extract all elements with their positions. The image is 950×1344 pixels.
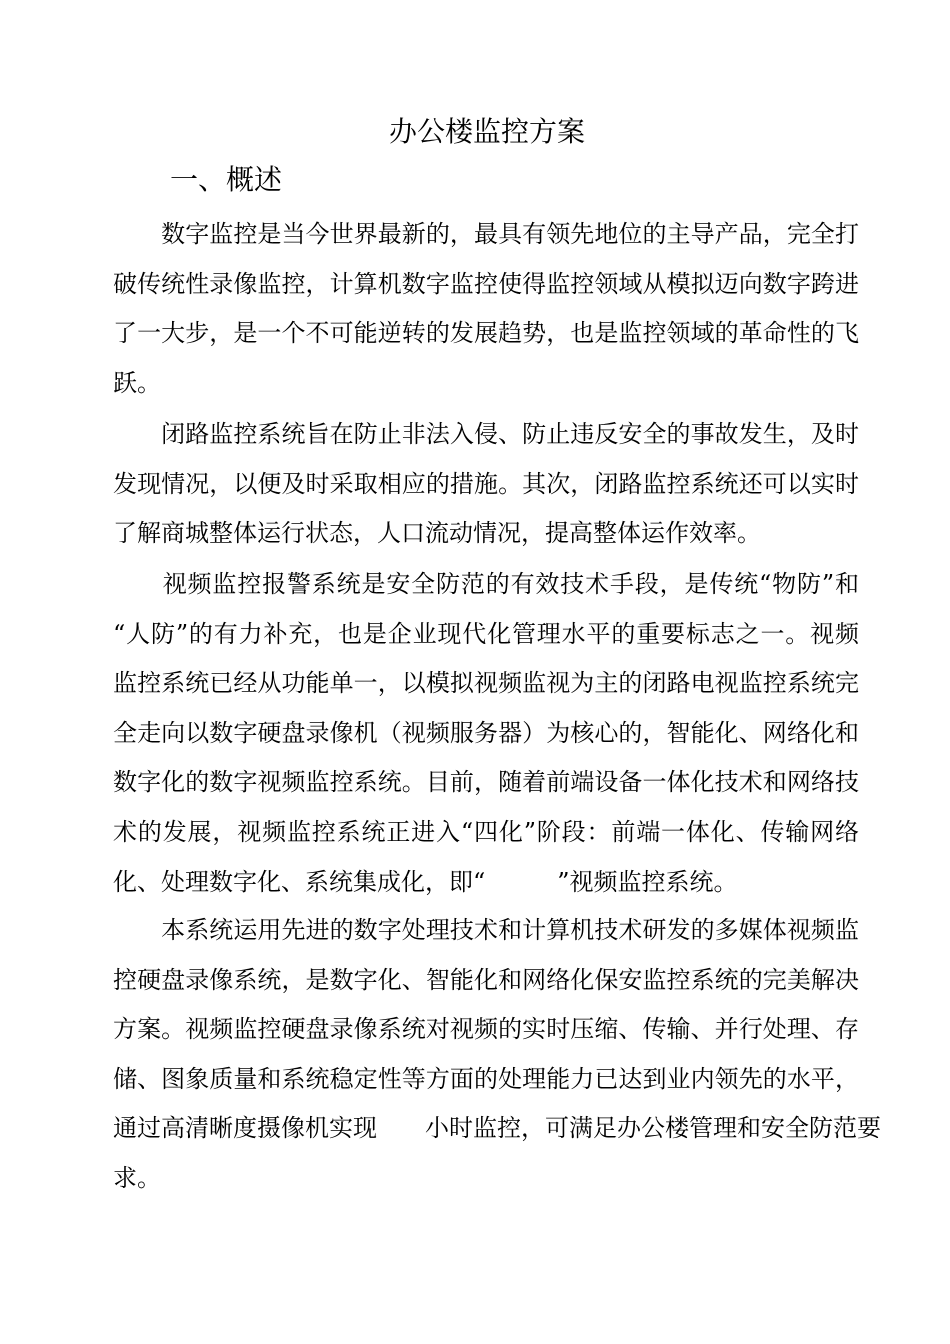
paragraph-line: 发现情况，以便及时采取相应的措施。其次，闭路监控系统还可以实时	[113, 469, 859, 498]
paragraph-line: 储、图象质量和系统稳定性等方面的处理能力已达到业内领先的水平，	[113, 1064, 859, 1093]
paragraph-line: 化、处理数字化、系统集成化，即“ ”视频监控系统。	[113, 867, 738, 896]
paragraph-line: 视频监控报警系统是安全防范的有效技术手段，是传统“物防”和	[113, 570, 859, 598]
paragraph-line: 通过高清晰度摄像机实现 小时监控，可满足办公楼管理和安全防范要	[113, 1114, 881, 1143]
paragraph-line: 方案。视频监控硬盘录像系统对视频的实时压缩、传输、并行处理、存	[113, 1015, 859, 1044]
paragraph-line: 求。	[113, 1164, 161, 1192]
paragraph-line: 跃。	[113, 368, 161, 397]
paragraph-line: 数字化的数字视频监控系统。目前，随着前端设备一体化技术和网络技	[113, 768, 859, 797]
paragraph-line: 闭路监控系统旨在防止非法入侵、防止违反安全的事故发生，及时	[113, 420, 859, 448]
paragraph-line: 监控系统已经从功能单一，以模拟视频监视为主的闭路电视监控系统完	[113, 669, 859, 698]
paragraph-line: “人防”的有力补充，也是企业现代化管理水平的重要标志之一。视频	[113, 619, 859, 648]
paragraph-line: 全走向以数字硬盘录像机（视频服务器）为核心的，智能化、网络化和	[113, 718, 859, 747]
paragraph-line: 破传统性录像监控，计算机数字监控使得监控领域从模拟迈向数字跨进	[113, 269, 859, 298]
page-title: 办公楼监控方案	[388, 115, 585, 148]
section-heading: 一、概述	[170, 163, 283, 196]
paragraph-line: 术的发展，视频监控系统正进入“四化”阶段：前端一体化、传输网络	[113, 818, 859, 846]
paragraph-line: 了一大步，是一个不可能逆转的发展趋势，也是监控领域的革命性的飞	[113, 319, 859, 348]
paragraph-line: 控硬盘录像系统，是数字化、智能化和网络化保安监控系统的完美解决	[113, 965, 859, 994]
paragraph-line: 本系统运用先进的数字处理技术和计算机技术研发的多媒体视频监	[113, 916, 859, 944]
paragraph-line: 数字监控是当今世界最新的，最具有领先地位的主导产品，完全打	[113, 220, 859, 248]
paragraph-line: 了解商城整体运行状态，人口流动情况，提高整体运作效率。	[113, 519, 761, 548]
